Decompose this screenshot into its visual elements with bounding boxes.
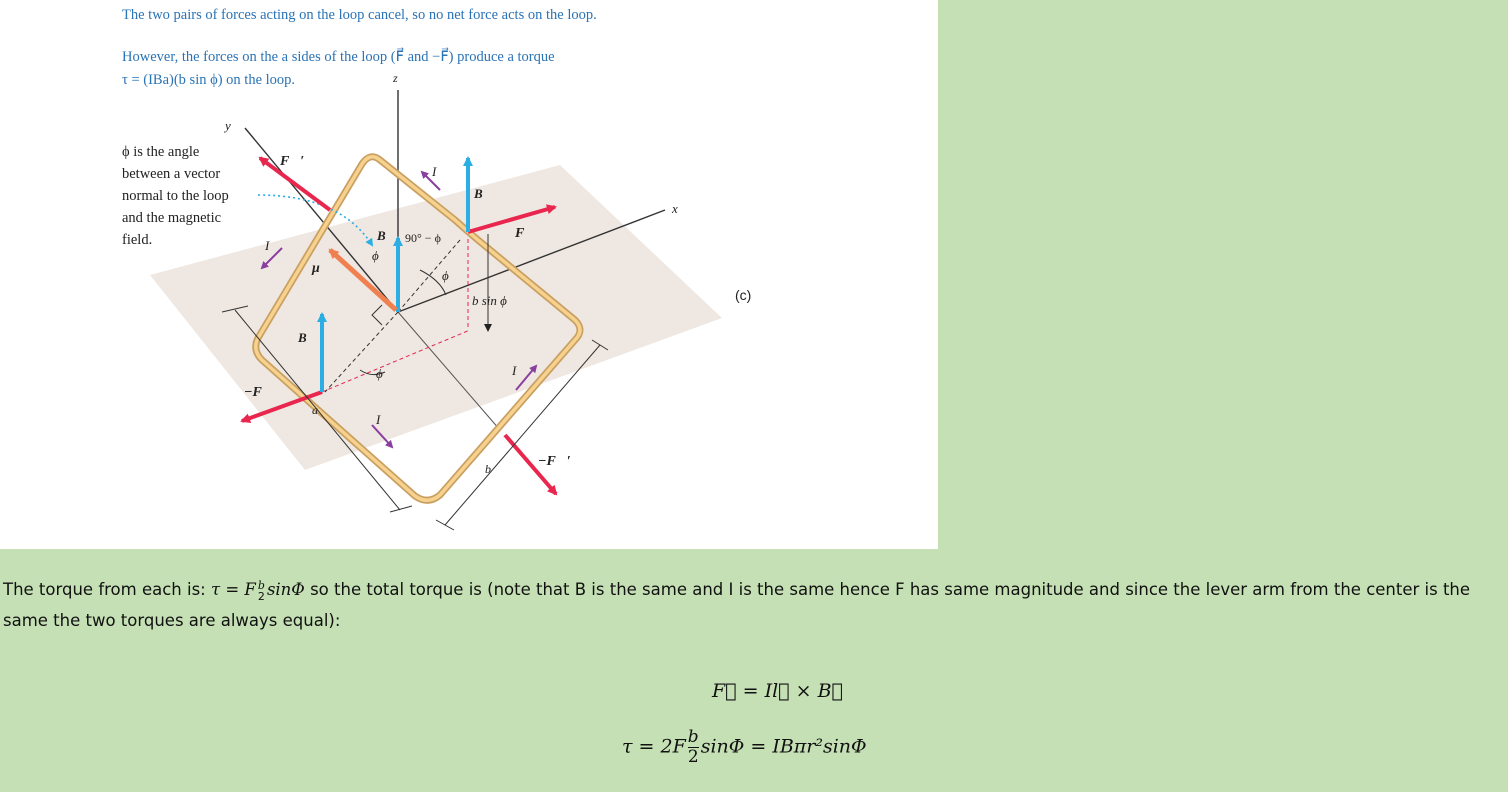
side-note-line: and the magnetic: [122, 210, 222, 226]
caption-torque-line1: However, the forces on the a sides of the loop (F⃗ and −F⃗) produce a torque: [122, 49, 555, 65]
x-axis-label: x: [672, 201, 678, 216]
horizontal-plane: [150, 165, 722, 470]
z-axis-label: z: [393, 71, 398, 85]
equation-torque: [622, 728, 867, 767]
label-b: b: [485, 462, 491, 476]
label-I-bottom-right: I: [512, 363, 517, 378]
tau-expr-start: τ = F: [210, 580, 256, 599]
eq2-start: τ = 2F: [622, 735, 686, 758]
label-phi-center: ϕ: [372, 248, 379, 263]
eq2-den: 2: [687, 747, 699, 767]
text-after: so the total torque is (note that B is the same and I is the same hence F has same magnitude and since the lever arm from the center is the same the two torques are always equal):: [3, 580, 1471, 630]
label-B-right: B⃗: [474, 186, 493, 201]
label-minus-F-prime: −F⃗′: [538, 454, 571, 469]
side-note: [122, 141, 229, 251]
label-a: a: [312, 403, 318, 417]
current-arrow-top: [422, 172, 440, 190]
side-note-line: normal to the loop: [122, 188, 229, 204]
label-F-prime: F⃗′: [280, 154, 305, 169]
label-I-left: I: [265, 238, 270, 253]
physics-figure: [0, 0, 938, 549]
frac-den: 2: [257, 589, 265, 603]
tau-expr-end: sinΦ: [266, 580, 305, 599]
side-note-line: field.: [122, 232, 153, 248]
y-axis-label: y: [225, 118, 231, 133]
label-phi-right: ϕ: [442, 268, 449, 283]
fraction: [258, 580, 265, 602]
eq2-num: b: [687, 727, 699, 747]
label-F: F⃗: [515, 226, 536, 241]
side-note-line: between a vector: [122, 166, 221, 182]
caption-torque-line2: τ = (IBa)(b sin ϕ) on the loop.: [122, 72, 296, 88]
side-note-line: ϕ is the angle: [122, 144, 200, 160]
equation-force: F⃗ = Il⃗ × B⃗: [712, 680, 843, 702]
frac-num: b: [257, 578, 265, 592]
eq2-end: sinΦ = IBπr²sinΦ: [700, 735, 867, 758]
eq2-fraction: [688, 728, 699, 767]
explanation-paragraph: [3, 574, 1498, 636]
label-I-top: I: [432, 164, 437, 179]
label-phi-bottom: ϕ: [376, 366, 383, 381]
panel-label: (c): [735, 287, 752, 303]
text-before: The torque from each is:: [3, 580, 211, 599]
label-B-center: B⃗: [377, 228, 396, 243]
label-90-minus-phi: 90° − ϕ: [405, 231, 441, 245]
label-minus-F: −F⃗: [244, 385, 273, 400]
label-mu: μ⃗: [312, 261, 331, 276]
caption-net-force: The two pairs of forces acting on the loop cancel, so no net force acts on the loop.: [122, 7, 597, 23]
label-B-left: B⃗: [298, 330, 317, 345]
label-I-bottom-left: I: [376, 412, 381, 427]
label-b-sin-phi: b sin ϕ: [472, 293, 507, 308]
